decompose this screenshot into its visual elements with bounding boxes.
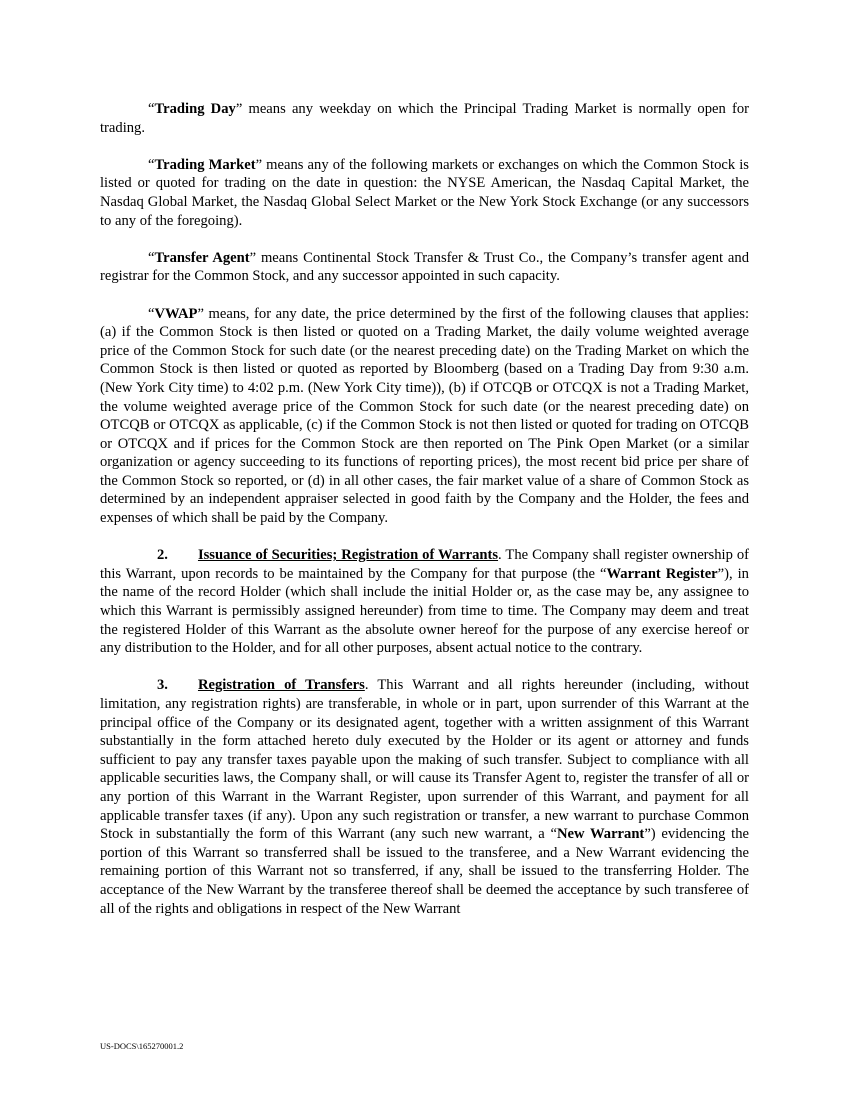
defined-term: New Warrant (556, 826, 645, 843)
defined-term: Warrant Register (606, 565, 718, 582)
section-text: ”), in the name of the record Holder (which shall include the initial Holder or, as the case may be, any assignee to which this Warrant is permissibly assigned hereunder) from time to time. The Company may deem and treat the registered Holder of this Warrant as the absolute owner hereof for the purpose of any exercise hereof or any distribution to the Holder, and for all other purposes, absent actual notice to the contrary. (100, 565, 749, 657)
definition-trading-day: “Trading Day” means any weekday on which the Principal Trading Market is normally open for trading. (100, 101, 749, 136)
section-number: 2. (157, 547, 168, 564)
defined-term: Transfer Agent (154, 249, 250, 266)
section-2-paragraph (100, 546, 749, 658)
defined-term: Trading Market (154, 156, 256, 173)
section-title: Registration of Transfers (197, 677, 365, 694)
footer-doc-id: US-DOCS\165270001.2 (100, 1041, 184, 1051)
defined-term: VWAP (154, 305, 198, 322)
definition-transfer-agent: “Transfer Agent” means Continental Stock Transfer & Trust Co., the Company’s transfer agent and registrar for the Common Stock, and any successor appointed in such capacity. (100, 249, 749, 285)
section-text: . The Company shall register ownership of this Warrant, upon records to be maintained by the Company for that purpose (the “ (100, 547, 749, 582)
section-number: 3. (157, 677, 168, 694)
definition-text: means any of the following markets or exchanges on which the Common Stock is listed or quoted for trading on the date in question: the NYSE American, the Nasdaq Capital Market, the Nasdaq Global Market, the Nasdaq Global Select Market or the New York Stock Exchange (or any successors to any of the foregoing). (100, 156, 749, 229)
section-3-paragraph (100, 676, 749, 918)
definition-text: means, for any date, the price determined by the first of the following clauses that applies: (a) if the Common Stock is then listed or quoted on a Trading Market, the daily volume weighted average price of the Common Stock for such date (or the nearest preceding date) on the Trading Market on which the Common Stock is then listed or quoted as reported by Bloomberg (based on a Trading Day from 9:30 a.m. (New York City time) to 4:02 p.m. (New York City time)), (b) if OTCQB or OTCQX is not a Trading Market, the volume weighted average price of the Common Stock for such date (or the nearest preceding date) on OTCQB or OTCQX as applicable, (c) if the Common Stock is not then listed or quoted for trading on OTCQB or OTCQX and if prices for the Common Stock are then reported on The Pink Open Market (or a similar organization or agency succeeding to its functions of reporting prices), the most recent bid price per share of the Common Stock so reported, or (d) in all other cases, the fair market value of a share of Common Stock as determined by an independent appraiser selected in good faith by the Company and the Holder, the fees and expenses of which shall be paid by the Company. (100, 305, 749, 527)
definition-text: means Continental Stock Transfer & Trust Co., the Company’s transfer agent and registrar for the Common Stock, and any successor appointed in such capacity. (100, 249, 749, 285)
definition-vwap: “VWAP” means, for any date, the price determined by the first of the following clauses that applies: (a) if the Common Stock is then listed or quoted on a Trading Market, the daily volume weighted average price of the Common Stock for such date (or the nearest preceding date) on the Trading Market on which the Common Stock is then listed or quoted as reported by Bloomberg (based on a Trading Day from 9:30 a.m. (New York City time) to 4:02 p.m. (New York City time)), (b) if OTCQB or OTCQX is not a Trading Market, the volume weighted average price of the Common Stock for such date (or the nearest preceding date) on OTCQB or OTCQX as applicable, (c) if the Common Stock is not then listed or quoted for trading on OTCQB or OTCQX and if prices for the Common Stock are then reported on The Pink Open Market (or a similar organization or agency succeeding to its functions of reporting prices), the most recent bid price per share of the Common Stock so reported, or (d) in all other cases, the fair market value of a share of Common Stock as determined by an independent appraiser selected in good faith by the Company and the Holder, the fees and expenses of which shall be paid by the Company. (100, 305, 749, 527)
definition-trading-market: “Trading Market” means any of the following markets or exchanges on which the Common Stock is listed or quoted for trading on the date in question: the NYSE American, the Nasdaq Capital Market, the Nasdaq Global Market, the Nasdaq Global Select Market or the New York Stock Exchange (or any successors to any of the foregoing). (100, 156, 749, 229)
section-title: Issuance of Securities; Registration of Warrants (197, 547, 499, 564)
defined-term: Trading Day (154, 101, 236, 117)
document-page (100, 100, 749, 937)
definition-text: means any weekday on which the Principal Trading Market is normally open for trading. (100, 101, 749, 136)
section-text: ”) evidencing the portion of this Warrant so transferred shall be issued to the transferee, and a New Warrant evidencing the remaining portion of this Warrant not so transferred, if any, shall be issued to the transferring Holder. The acceptance of the New Warrant by the transferee thereof shall be deemed the acceptance by such transferee of all of the rights and obligations in respect of the New Warrant (100, 826, 749, 917)
section-text: . This Warrant and all rights hereunder (including, without limitation, any registration rights) are transferable, in whole or in part, upon surrender of this Warrant at the principal office of the Company or its designated agent, together with a written assignment of this Warrant substantially in the form attached hereto duly executed by the Holder or its agent or attorney and funds sufficient to pay any transfer taxes payable upon the making of such transfer. Subject to compliance with all applicable securities laws, the Company shall, or will cause its Transfer Agent to, register the transfer of all or any portion of this Warrant in the Warrant Register, upon surrender of this Warrant, and payment for all applicable transfer taxes (if any). Upon any such registration or transfer, a new warrant to purchase Common Stock in substantially the form of this Warrant (any such new warrant, a “ (100, 677, 749, 843)
